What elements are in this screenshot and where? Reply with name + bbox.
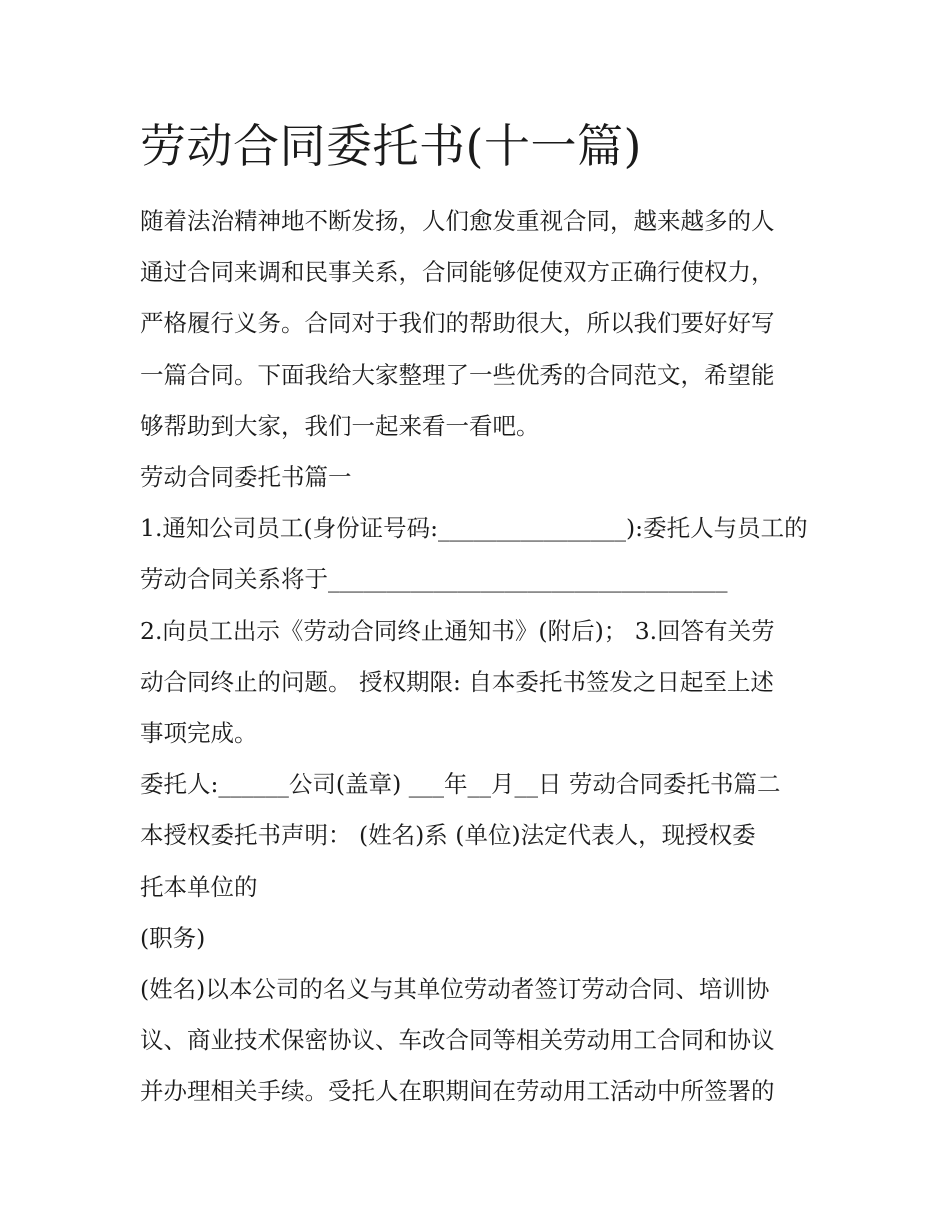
- document-body: [140, 196, 820, 1118]
- text-line: (姓名)以本公司的名义与其单位劳动者签订劳动合同、培训协: [140, 975, 770, 1004]
- text-line: 委托人:______公司(盖章) ___年__月__日 劳动合同委托书篇二: [140, 770, 781, 799]
- text-line: 一篇合同。下面我给大家整理了一些优秀的合同范文，希望能: [140, 360, 775, 389]
- text-line: 2.向员工出示《劳动合同终止通知书》(附后)； 3.回答有关劳: [140, 616, 775, 645]
- text-line: 动合同终止的问题。 授权期限: 自本委托书签发之日起至上述: [140, 667, 774, 696]
- text-line: 1.通知公司员工(身份证号码:________________):委托人与员工的: [140, 514, 808, 543]
- text-line: 事项完成。: [140, 719, 258, 748]
- text-line: (职务): [140, 923, 206, 952]
- text-line: 够帮助到大家，我们一起来看一看吧。: [140, 411, 540, 440]
- text-line: 随着法治精神地不断发扬，人们愈发重视合同，越来越多的人: [140, 207, 775, 235]
- text-line: 并办理相关手续。受托人在职期间在劳动用工活动中所签署的: [140, 1077, 775, 1106]
- text-line: 托本单位的: [140, 872, 258, 901]
- document-page: [140, 110, 820, 1118]
- section-heading: 劳动合同委托书篇一: [140, 463, 352, 492]
- document-title: 劳动合同委托书(十一篇): [140, 119, 642, 173]
- text-line: 议、商业技术保密协议、车改合同等相关劳动用工合同和协议: [140, 1026, 775, 1055]
- text-line: 严格履行义务。合同对于我们的帮助很大，所以我们要好好写: [140, 309, 775, 338]
- text-line: 通过合同来调和民事关系，合同能够促使双方正确行使权力，: [140, 258, 775, 287]
- text-line: 本授权委托书声明： (姓名)系 (单位)法定代表人，现授权委: [140, 821, 756, 850]
- text-line: 劳动合同关系将于__________________________________: [140, 565, 728, 594]
